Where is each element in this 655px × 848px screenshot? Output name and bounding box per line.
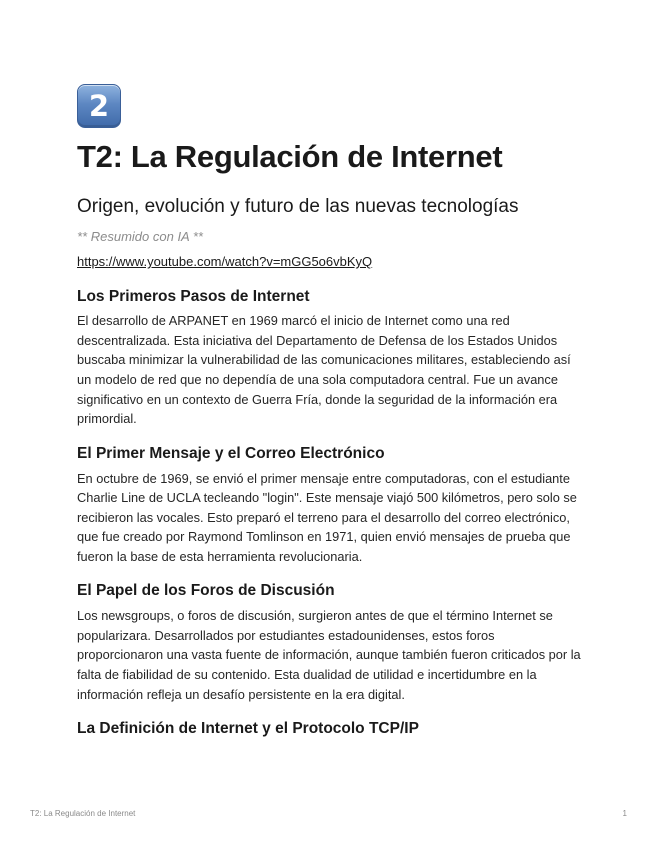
document-subtitle: Origen, evolución y futuro de las nuevas tecnologías [77,196,519,218]
document-page [77,84,582,740]
section-heading-primer-mensaje: El Primer Mensaje y el Correo Electrónico [77,444,385,462]
section-heading-tcp-ip: La Definición de Internet y el Protocolo TCP/IP [77,720,419,738]
section-heading-foros: El Papel de los Foros de Discusión [77,582,335,600]
section-body-primer-mensaje: En octubre de 1969, se envió el primer mensaje entre computadoras, con el estudiante Charlie Line de UCLA tecleando "login". Este mensaje viajó 500 kilómetros, pero solo se recibieron las vocales. Esto preparó el terreno para el desarrollo del correo electrónico, que fue creado por Raymond Tomlinson en 1971, quien envió mensajes de prueba que fueron la base de esta herramienta revolucionaria. [77,470,577,564]
footer-page-number: 1 [622,809,627,818]
badge-number: 2 [88,88,110,123]
keycap-two-icon [77,84,121,128]
page-title: T2: La Regulación de Internet [77,139,503,174]
youtube-link[interactable]: https://www.youtube.com/watch?v=mGG5o6vbKyQ [77,254,373,270]
ai-summary-note: ** Resumido con IA ** [77,228,203,244]
section-body-foros: Los newsgroups, o foros de discusión, surgieron antes de que el término Internet se popularizara. Desarrollados por estudiantes estadounidenses, estos foros proporcionaron una vasta fuente de información, aunque también fueron criticados por la falta de fiabilidad de su contenido. Esta dualidad de utilidad e incertidumbre en la información refleja un desafío persistente en la era digital. [77,608,581,702]
section-heading-primeros-pasos: Los Primeros Pasos de Internet [77,287,310,305]
section-body-primeros-pasos: El desarrollo de ARPANET en 1969 marcó el inicio de Internet como una red descentralizada. Esta iniciativa del Departamento de Defensa de los Estados Unidos buscaba minimizar la vulnerabilidad de las comunicaciones militares, estableciendo así un modelo de red que no dependía de una sola computadora central. Fue un avance significativo en un contexto de Guerra Fría, donde la seguridad de la información era primordial. [77,313,571,427]
footer-doc-title: T2: La Regulación de Internet [30,809,136,818]
